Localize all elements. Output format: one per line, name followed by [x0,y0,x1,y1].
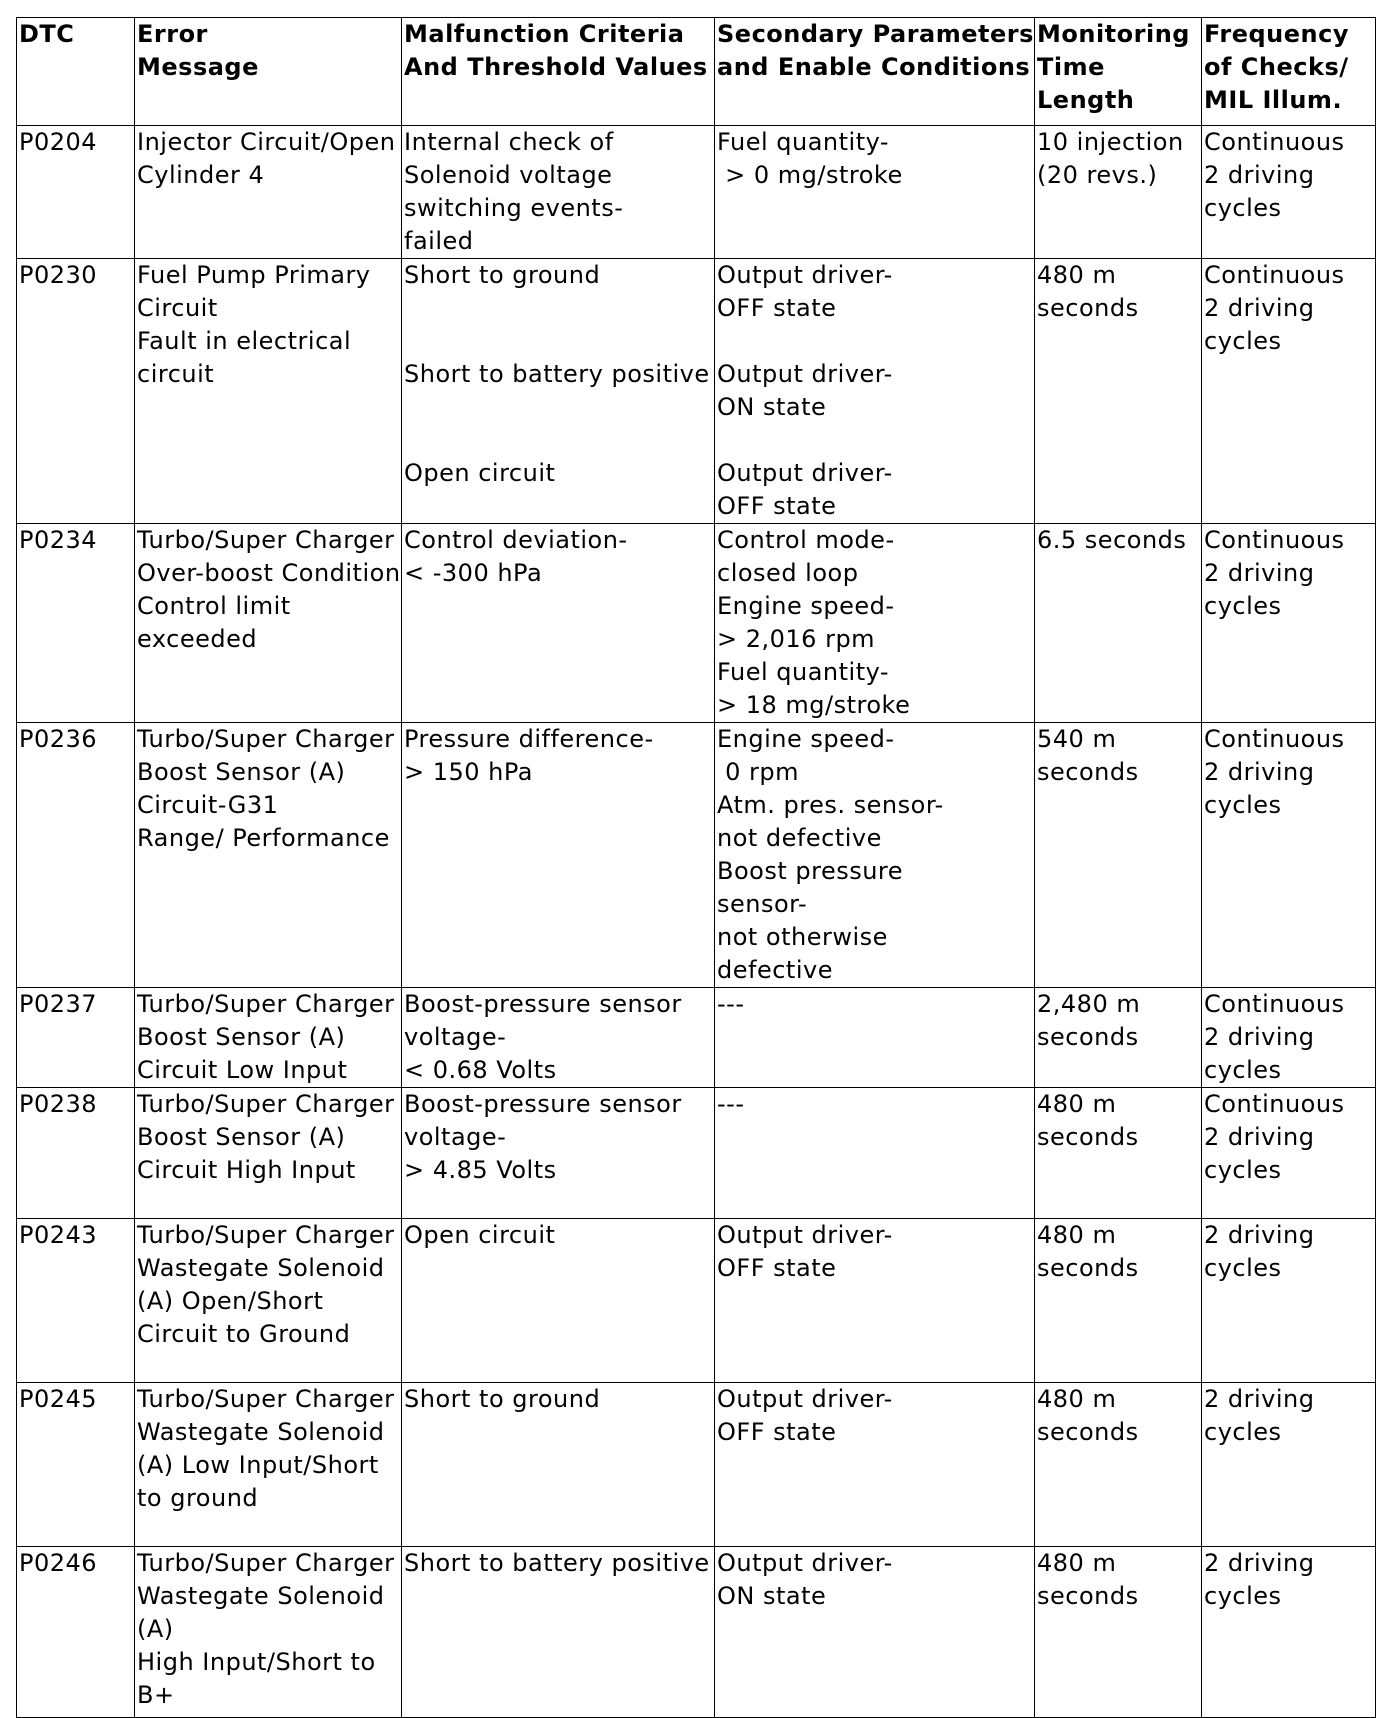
line-spacer [404,325,714,358]
table-row [17,259,1376,524]
monitoring-time [1035,524,1202,723]
cell-line: seconds [1037,1582,1139,1610]
cell-line: 2,480 m [1037,990,1141,1018]
malfunction-criteria [402,524,715,723]
table-row [17,524,1376,723]
cell-line: Control mode- [717,526,895,554]
cell-line: Malfunction Criteria [404,20,685,48]
line-spacer [404,391,714,424]
secondary-parameters [715,1219,1035,1383]
cell-line: defective [717,956,833,984]
error-message [135,1547,402,1718]
error-message [135,723,402,988]
cell-line: Turbo/Super Charger [137,1385,395,1413]
malfunction-criteria [402,1219,715,1383]
cell-line: 2 driving [1204,1549,1315,1577]
monitoring-time [1035,1547,1202,1718]
monitoring-time [1035,723,1202,988]
malfunction-criteria [402,1383,715,1547]
cell-line: Wastegate Solenoid [137,1418,385,1446]
error-message [135,259,402,524]
secondary-parameters [715,524,1035,723]
malfunction-criteria [402,1088,715,1219]
cell-line: Circuit Low Input [137,1056,348,1084]
cell-line: > 4.85 Volts [404,1156,557,1184]
cell-line: --- [717,1090,745,1118]
line-spacer [404,292,714,325]
monitoring-time [1035,1383,1202,1547]
cell-line: exceeded [137,625,258,653]
secondary-parameters [715,988,1035,1088]
frequency [1202,1383,1376,1547]
malfunction-criteria [402,259,715,524]
cell-line: not otherwise [717,923,888,951]
cell-line: to ground [137,1484,259,1512]
cell-line: > 2,016 rpm [717,625,876,653]
cell-line: Turbo/Super Charger [137,725,395,753]
cell-line: not defective [717,824,882,852]
cell-line: 2 driving [1204,161,1315,189]
cell-line: Circuit [137,294,218,322]
secondary-parameters [715,259,1035,524]
header-monitoring-time [1035,18,1202,126]
cell-line: cycles [1204,194,1282,222]
cell-line: 2 driving [1204,559,1315,587]
cell-line: Short to battery positive [404,1549,710,1577]
frequency [1202,259,1376,524]
cell-line: Continuous [1204,128,1345,156]
cell-line: Output driver- [717,360,893,388]
frequency [1202,1088,1376,1219]
cell-line: Turbo/Super Charger [137,1549,395,1577]
cell-line: (A) [137,1615,174,1643]
cell-line: 480 m [1037,1090,1117,1118]
cell-line: failed [404,227,474,255]
cell-line: cycles [1204,1582,1282,1610]
cell-line: Continuous [1204,1090,1345,1118]
error-message [135,1383,402,1547]
cell-line: 480 m [1037,261,1117,289]
cell-line: DTC [19,20,75,48]
table-row [17,1547,1376,1718]
monitoring-time [1035,988,1202,1088]
cell-line: Fuel quantity- [717,658,890,686]
dtc-code: P0234 [17,524,135,723]
cell-line: Continuous [1204,526,1345,554]
cell-line: Monitoring [1037,20,1190,48]
cell-line: 6.5 seconds [1037,526,1187,554]
monitoring-time [1035,1219,1202,1383]
cell-line: cycles [1204,327,1282,355]
header-secondary-parameters [715,18,1035,126]
cell-line: --- [717,990,745,1018]
cell-line: of Checks/ [1204,53,1349,81]
cell-line: Frequency [1204,20,1349,48]
cell-line: Output driver- [717,1385,893,1413]
cell-line: sensor- [717,890,808,918]
header-dtc [17,18,135,126]
cell-line: circuit [137,360,215,388]
header-error-message [135,18,402,126]
dtc-code: P0245 [17,1383,135,1547]
cell-line: Solenoid voltage [404,161,613,189]
error-message [135,126,402,259]
cell-line: Output driver- [717,1221,893,1249]
cell-line: seconds [1037,294,1139,322]
cell-line: < 0.68 Volts [404,1056,557,1084]
cell-line: cycles [1204,592,1282,620]
cell-line: cycles [1204,1056,1282,1084]
cell-line: Boost-pressure sensor [404,1090,682,1118]
cell-line: Secondary Parameters [717,20,1034,48]
cell-line: > 0 mg/stroke [717,161,903,189]
monitoring-time [1035,1088,1202,1219]
header-row [17,18,1376,126]
cell-line: Turbo/Super Charger [137,1090,395,1118]
secondary-parameters [715,1547,1035,1718]
cell-line: Engine speed- [717,725,895,753]
cell-line: Turbo/Super Charger [137,526,395,554]
line-spacer [717,424,1034,457]
cell-line: Fuel quantity- [717,128,890,156]
cell-line: Engine speed- [717,592,895,620]
cell-line: Cylinder 4 [137,161,265,189]
cell-line: Short to ground [404,1385,601,1413]
cell-line: Pressure difference- [404,725,654,753]
cell-line: cycles [1204,1418,1282,1446]
line-spacer [717,325,1034,358]
cell-line: Open circuit [404,1221,556,1249]
table-row [17,1383,1376,1547]
cell-line: Over-boost Condition [137,559,401,587]
cell-line: 480 m [1037,1221,1117,1249]
secondary-parameters [715,1383,1035,1547]
malfunction-criteria [402,126,715,259]
malfunction-criteria [402,988,715,1088]
table-row [17,1219,1376,1383]
frequency [1202,1219,1376,1383]
dtc-code: P0243 [17,1219,135,1383]
cell-line: Continuous [1204,261,1345,289]
cell-line: Output driver- [717,459,893,487]
cell-line: Boost-pressure sensor [404,990,682,1018]
cell-line: voltage- [404,1123,507,1151]
table-row [17,723,1376,988]
malfunction-criteria [402,1547,715,1718]
cell-line: Wastegate Solenoid [137,1254,385,1282]
cell-line: 0 rpm [717,758,800,786]
dtc-code: P0230 [17,259,135,524]
cell-line: > 18 mg/stroke [717,691,911,719]
table-row [17,126,1376,259]
cell-line: Fuel Pump Primary [137,261,371,289]
error-message [135,524,402,723]
cell-line: OFF state [717,1418,837,1446]
cell-line: 480 m [1037,1549,1117,1577]
cell-line: (20 revs.) [1037,161,1158,189]
dtc-code: P0236 [17,723,135,988]
cell-line: Boost Sensor (A) [137,1123,346,1151]
cell-line: B+ [137,1681,175,1709]
error-message [135,1219,402,1383]
cell-line: 2 driving [1204,1385,1315,1413]
cell-line: Time [1037,53,1105,81]
cell-line: 480 m [1037,1385,1117,1413]
dtc-code: P0238 [17,1088,135,1219]
cell-line: ON state [717,393,827,421]
secondary-parameters [715,723,1035,988]
cell-line: Atm. pres. sensor- [717,791,944,819]
table-row [17,988,1376,1088]
cell-line: closed loop [717,559,859,587]
cell-line: MIL Illum. [1204,86,1343,114]
header-malfunction-criteria [402,18,715,126]
cell-line: And Threshold Values [404,53,708,81]
malfunction-criteria [402,723,715,988]
cell-line: Turbo/Super Charger [137,990,395,1018]
cell-line: Wastegate Solenoid [137,1582,385,1610]
header-frequency [1202,18,1376,126]
table-row [17,1088,1376,1219]
cell-line: cycles [1204,1254,1282,1282]
frequency [1202,723,1376,988]
secondary-parameters [715,1088,1035,1219]
cell-line: Circuit to Ground [137,1320,351,1348]
dtc-code: P0204 [17,126,135,259]
cell-line: (A) Low Input/Short [137,1451,379,1479]
cell-line: Continuous [1204,725,1345,753]
cell-line: OFF state [717,492,837,520]
cell-line: Message [137,53,259,81]
error-message [135,1088,402,1219]
cell-line: Error [137,20,208,48]
cell-line: Output driver- [717,261,893,289]
monitoring-time [1035,259,1202,524]
cell-line: 2 driving [1204,294,1315,322]
cell-line: Open circuit [404,459,556,487]
secondary-parameters [715,126,1035,259]
cell-line: Boost Sensor (A) [137,758,346,786]
cell-line: 540 m [1037,725,1117,753]
dtc-code: P0237 [17,988,135,1088]
cell-line: and Enable Conditions [717,53,1031,81]
cell-line: Control deviation- [404,526,628,554]
cell-line: cycles [1204,1156,1282,1184]
cell-line: Control limit [137,592,291,620]
cell-line: Internal check of [404,128,614,156]
cell-line: (A) Open/Short [137,1287,324,1315]
cell-line: Short to ground [404,261,601,289]
cell-line: Boost pressure [717,857,904,885]
cell-line: seconds [1037,758,1139,786]
dtc-code: P0246 [17,1547,135,1718]
line-spacer [404,424,714,457]
cell-line: Range/ Performance [137,824,390,852]
cell-line: seconds [1037,1123,1139,1151]
cell-line: seconds [1037,1254,1139,1282]
cell-line: Output driver- [717,1549,893,1577]
cell-line: Injector Circuit/Open [137,128,396,156]
cell-line: cycles [1204,791,1282,819]
cell-line: > 150 hPa [404,758,533,786]
cell-line: 2 driving [1204,1023,1315,1051]
error-message [135,988,402,1088]
frequency [1202,524,1376,723]
cell-line: seconds [1037,1023,1139,1051]
cell-line: Circuit High Input [137,1156,356,1184]
cell-line: 10 injection [1037,128,1184,156]
cell-line: seconds [1037,1418,1139,1446]
cell-line: ON state [717,1582,827,1610]
cell-line: 2 driving [1204,1221,1315,1249]
cell-line: Continuous [1204,990,1345,1018]
cell-line: High Input/Short to [137,1648,376,1676]
frequency [1202,126,1376,259]
cell-line: Boost Sensor (A) [137,1023,346,1051]
monitoring-time [1035,126,1202,259]
cell-line: Turbo/Super Charger [137,1221,395,1249]
cell-line: Length [1037,86,1135,114]
cell-line: Circuit-G31 [137,791,279,819]
frequency [1202,1547,1376,1718]
cell-line: Short to battery positive [404,360,710,388]
cell-line: < -300 hPa [404,559,543,587]
dtc-table [16,17,1376,1718]
cell-line: Fault in electrical [137,327,352,355]
cell-line: switching events- [404,194,624,222]
cell-line: 2 driving [1204,1123,1315,1151]
frequency [1202,988,1376,1088]
cell-line: OFF state [717,294,837,322]
cell-line: 2 driving [1204,758,1315,786]
cell-line: OFF state [717,1254,837,1282]
cell-line: voltage- [404,1023,507,1051]
